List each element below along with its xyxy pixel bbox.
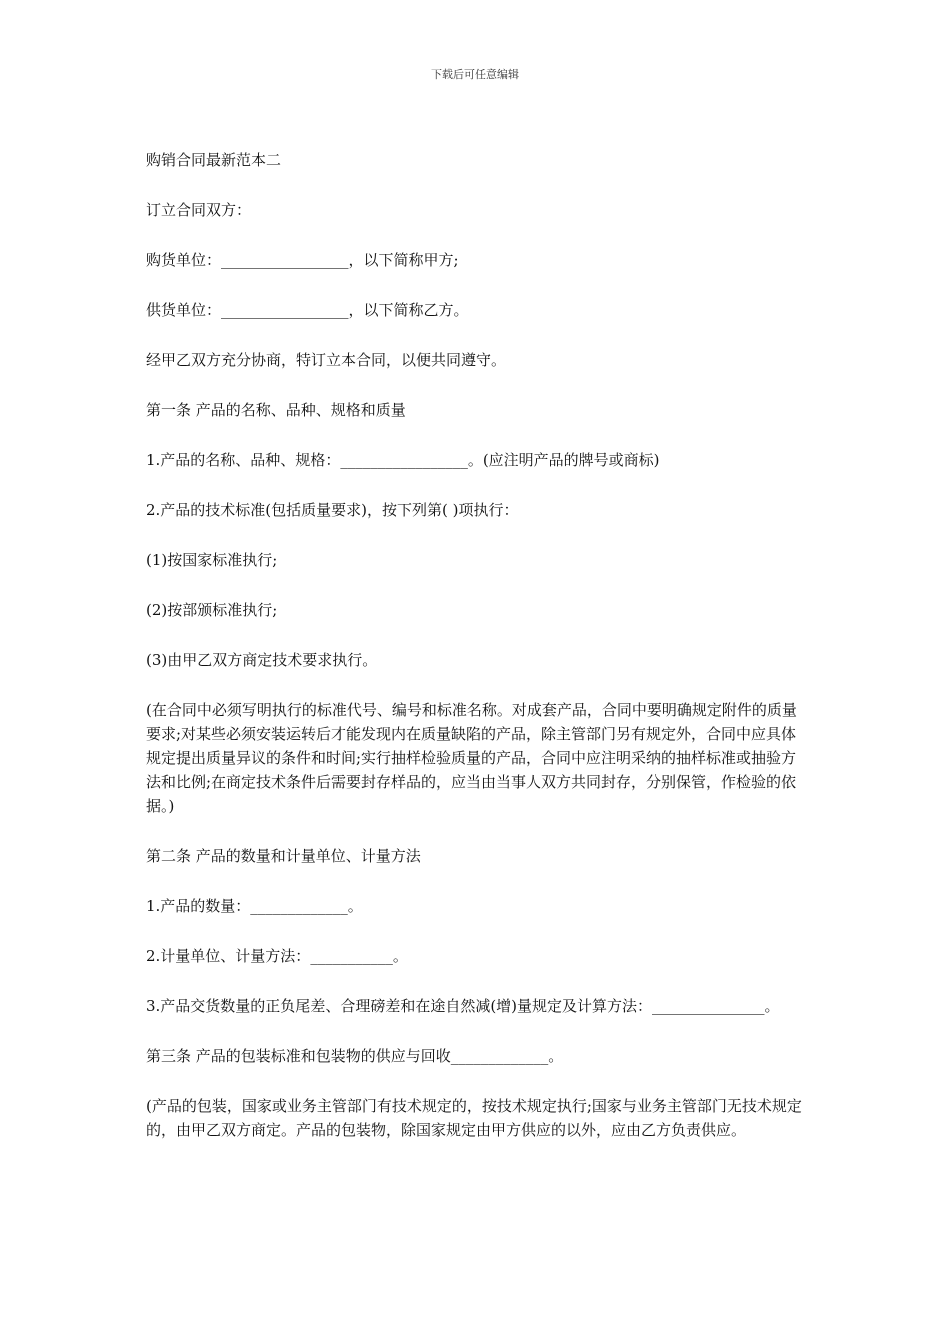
buyer-line: 购货单位：_________________，以下简称甲方;	[146, 251, 459, 269]
article-2-item-2: 2.计量单位、计量方法：___________。	[146, 947, 408, 965]
article-1-heading: 第一条 产品的名称、品种、规格和质量	[146, 401, 406, 419]
document-body	[146, 148, 810, 1168]
article-1-item-2: 2.产品的技术标准(包括质量要求)，按下列第( )项执行：	[146, 501, 519, 519]
article-2-item-3: 3.产品交货数量的正负尾差、合理磅差和在途自然减(增)量规定及计算方法：_______________。	[146, 997, 780, 1015]
option-1: (1)按国家标准执行;	[146, 551, 278, 569]
download-note: 下载后可任意编辑	[431, 68, 519, 81]
parties-heading: 订立合同双方：	[146, 201, 252, 219]
article-3-heading: 第三条 产品的包装标准和包装物的供应与回收_____________。	[146, 1047, 564, 1065]
article-3-note: (产品的包装，国家或业务主管部门有技术规定的，按技术规定执行;国家与业务主管部门无技术规定的，由甲乙双方商定。产品的包装物，除国家规定由甲方供应的以外，应由乙方负责供应。	[146, 1097, 802, 1139]
option-3: (3)由甲乙双方商定技术要求执行。	[146, 651, 378, 669]
article-1-item-1: 1.产品的名称、品种、规格：_________________。(应注明产品的牌号或商标)	[146, 451, 660, 469]
article-2-heading: 第二条 产品的数量和计量单位、计量方法	[146, 847, 421, 865]
seller-line: 供货单位：_________________，以下简称乙方。	[146, 301, 469, 319]
document-title: 购销合同最新范本二	[146, 151, 282, 169]
article-2-item-1: 1.产品的数量：_____________。	[146, 897, 363, 915]
option-2: (2)按部颁标准执行;	[146, 601, 278, 619]
article-1-note: (在合同中必须写明执行的标准代号、编号和标准名称。对成套产品，合同中要明确规定附件的质量要求;对某些必须安装运转后才能发现内在质量缺陷的产品，除主管部门另有规定外，合同中应具体规定提出质量异议的条件和时间;实行抽样检验质量的产品，合同中应注明采纳的抽样标准或抽验方法和比例;在商定技术条件后需要封存样品的，应当由当事人双方共同封存，分别保管，作检验的依据。)	[146, 701, 797, 815]
agreement-statement: 经甲乙双方充分协商，特订立本合同，以便共同遵守。	[146, 351, 507, 369]
